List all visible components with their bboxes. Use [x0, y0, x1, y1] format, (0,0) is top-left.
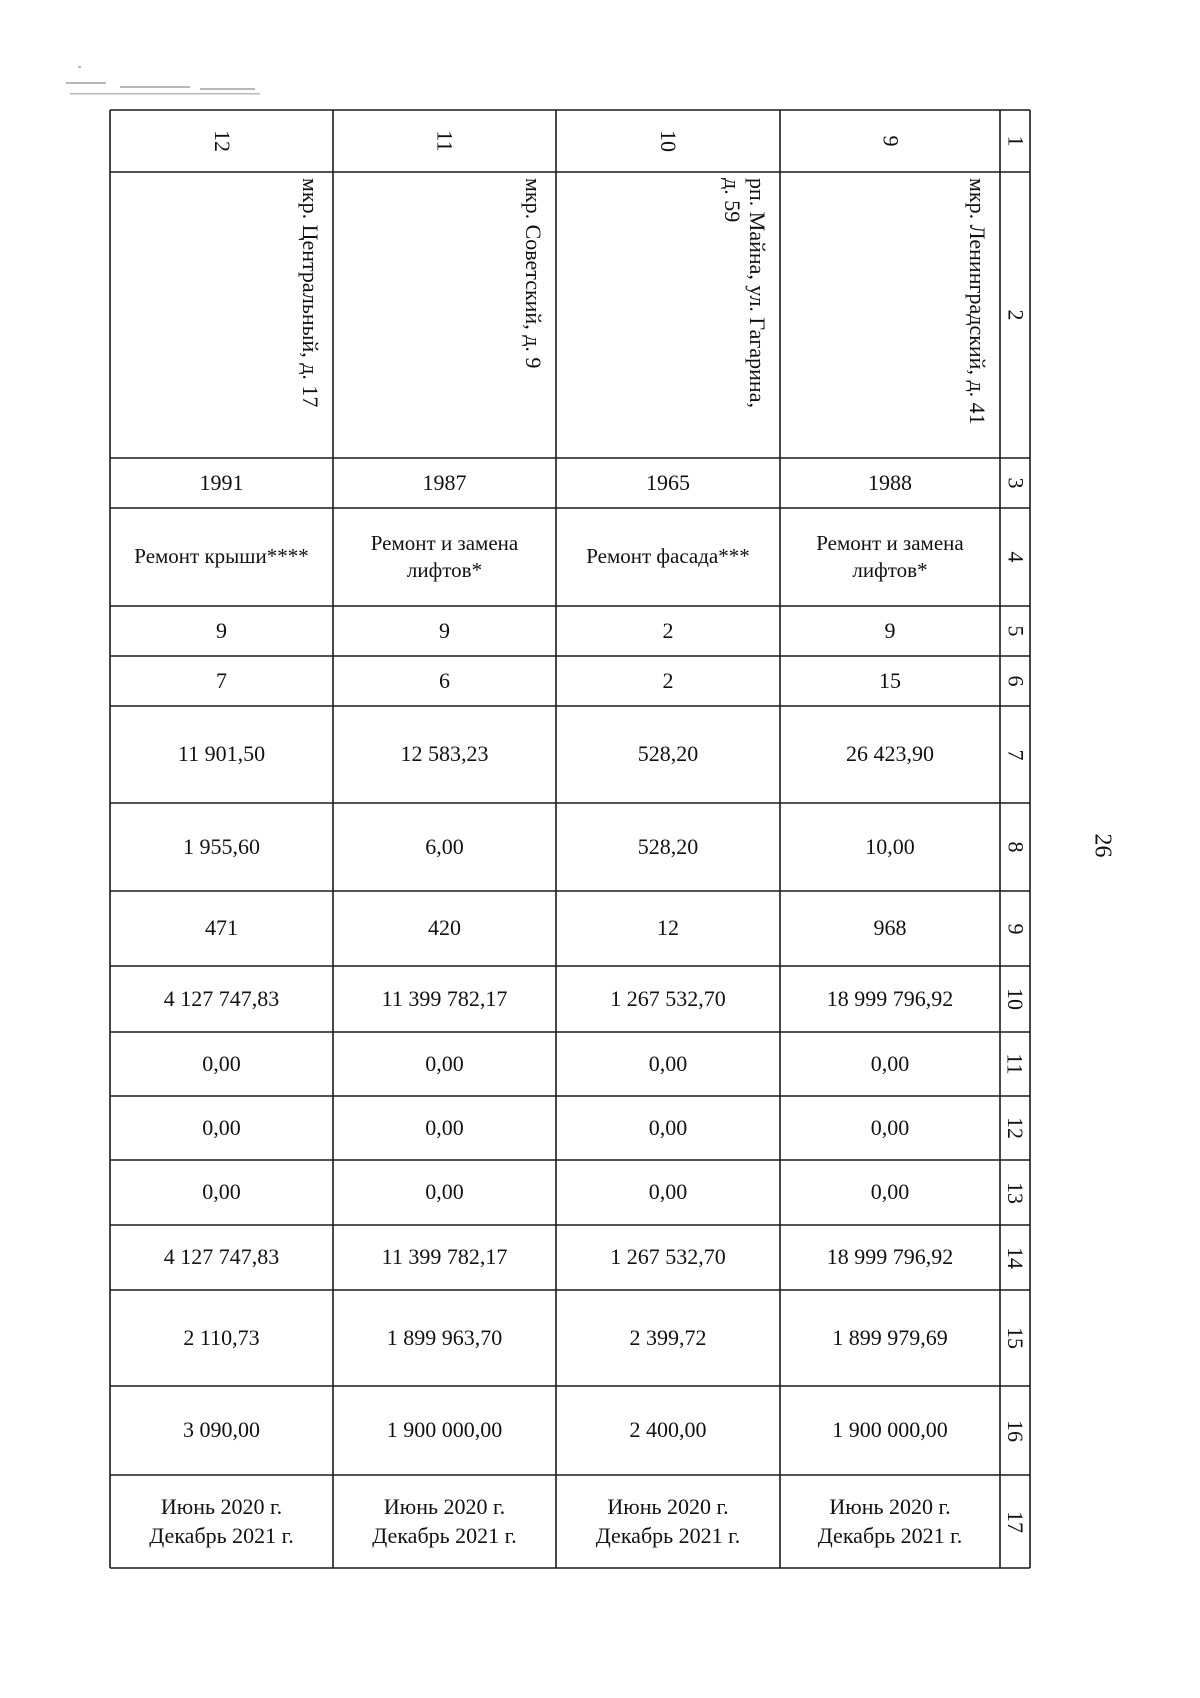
value-cell: 528,20 — [637, 741, 699, 767]
address-text: мкр. Советский, д. 9 — [521, 178, 546, 369]
column-number-label: 14 — [1003, 1246, 1028, 1269]
value-cell: 0,00 — [648, 1179, 688, 1205]
column-number-label: 1 — [1003, 135, 1028, 147]
work-type-cell: Ремонт и замена лифтов* — [816, 530, 964, 582]
value-cell: 528,20 — [637, 833, 699, 859]
column-number — [1000, 966, 1030, 1032]
page-number: 26 — [1089, 833, 1116, 858]
row-number — [780, 110, 1000, 172]
column-number — [1000, 1096, 1030, 1160]
value-cell: 11 399 782,17 — [381, 985, 508, 1011]
column-number-label: 13 — [1003, 1181, 1028, 1204]
year-cell: 1987 — [422, 469, 467, 495]
column-number-label: 3 — [1003, 477, 1028, 489]
column-number-label: 16 — [1003, 1419, 1028, 1442]
value-cell: 1 267 532,70 — [610, 1244, 726, 1270]
address-text: мкр. Центральный, д. 17 — [298, 178, 323, 408]
column-number-label: 4 — [1003, 551, 1028, 563]
column-number — [1000, 1225, 1030, 1290]
column-number — [1000, 458, 1030, 508]
value-cell: 11 901,50 — [177, 741, 266, 767]
value-cell: 471 — [205, 915, 238, 941]
value-cell: 2 110,73 — [183, 1324, 260, 1350]
column-number — [1000, 606, 1030, 656]
column-number-label: 6 — [1003, 675, 1028, 687]
row-number-label: 10 — [656, 130, 681, 152]
column-number — [1000, 1032, 1030, 1096]
column-number-label: 7 — [1003, 749, 1028, 760]
year-cell: 1965 — [646, 469, 690, 495]
row-number-label: 12 — [209, 130, 235, 152]
value-cell: 0,00 — [425, 1050, 464, 1076]
column-number-label: 12 — [1003, 1117, 1028, 1139]
column-number — [1000, 1160, 1030, 1225]
row-number-label: 9 — [878, 135, 903, 147]
value-cell: 15 — [879, 667, 901, 693]
column-number-label: 11 — [1003, 1053, 1028, 1075]
work-type-cell: Ремонт крыши**** — [134, 544, 309, 569]
value-cell: 9 — [216, 617, 227, 643]
value-cell: 18 999 796,92 — [826, 1244, 954, 1270]
period-cell: Июнь 2020 г. Декабрь 2021 г. — [372, 1493, 517, 1548]
value-cell: 18 999 796,92 — [826, 985, 954, 1011]
value-cell: 0,00 — [202, 1179, 241, 1205]
value-cell: 0,00 — [202, 1114, 241, 1140]
work-type-cell: Ремонт фасада*** — [586, 544, 750, 569]
value-cell: 12 583,23 — [400, 741, 489, 767]
column-number-label: 5 — [1003, 625, 1028, 637]
column-number-label: 2 — [1003, 309, 1028, 321]
column-number-label: 15 — [1003, 1327, 1028, 1349]
value-cell: 0,00 — [870, 1179, 910, 1205]
value-cell: 1 900 000,00 — [832, 1417, 948, 1443]
column-number — [1000, 110, 1030, 172]
column-number — [1000, 508, 1030, 606]
value-cell: 6,00 — [425, 833, 464, 859]
value-cell: 26 423,90 — [846, 741, 934, 767]
row-number — [333, 110, 556, 172]
column-number — [1000, 1290, 1030, 1386]
row-number — [556, 110, 780, 172]
value-cell: 3 090,00 — [183, 1417, 260, 1443]
period-cell: Июнь 2020 г. Декабрь 2021 г. — [149, 1493, 294, 1548]
value-cell: 968 — [873, 915, 907, 941]
value-cell: 1 900 000,00 — [386, 1417, 503, 1443]
value-cell: 420 — [428, 915, 461, 941]
value-cell: 0,00 — [870, 1050, 910, 1076]
column-number-label: 17 — [1003, 1510, 1028, 1533]
column-number-label: 8 — [1003, 841, 1028, 853]
value-cell: 6 — [439, 667, 450, 693]
address-cell — [556, 172, 780, 458]
address-text: рп. Майна, ул. Гагарина, д. 59 — [719, 178, 770, 408]
value-cell: 9 — [439, 617, 450, 643]
address-text: мкр. Ленинградский, д. 41 — [965, 178, 990, 425]
row-number — [110, 110, 333, 172]
column-number — [1000, 706, 1030, 803]
value-cell: 0,00 — [648, 1114, 688, 1140]
column-number — [1000, 803, 1030, 891]
value-cell: 1 899 963,70 — [386, 1324, 503, 1350]
column-number — [1000, 1386, 1030, 1475]
value-cell: 0,00 — [648, 1050, 688, 1076]
value-cell: 0,00 — [870, 1114, 910, 1140]
value-cell: 2 — [662, 667, 674, 693]
column-number-label: 10 — [1003, 988, 1028, 1010]
column-number — [1000, 172, 1030, 458]
value-cell: 4 127 747,83 — [163, 985, 280, 1011]
value-cell: 2 399,72 — [629, 1324, 707, 1350]
period-cell: Июнь 2020 г. Декабрь 2021 г. — [595, 1493, 741, 1548]
address-cell — [333, 172, 556, 458]
column-number-label: 9 — [1003, 923, 1028, 934]
value-cell: 7 — [216, 667, 227, 693]
value-cell: 0,00 — [425, 1179, 464, 1205]
value-cell: 9 — [884, 617, 896, 643]
value-cell: 1 267 532,70 — [610, 985, 726, 1011]
address-cell — [780, 172, 1000, 458]
column-number — [1000, 1475, 1030, 1568]
value-cell: 10,00 — [865, 833, 915, 859]
year-cell: 1991 — [199, 469, 244, 495]
period-cell: Июнь 2020 г. Декабрь 2021 г. — [817, 1493, 963, 1548]
value-cell: 2 400,00 — [629, 1417, 707, 1443]
row-number-label: 11 — [432, 130, 458, 152]
value-cell: 0,00 — [425, 1114, 464, 1140]
value-cell: 1 899 979,69 — [832, 1324, 948, 1350]
work-type-cell: Ремонт и замена лифтов* — [370, 530, 519, 582]
column-number — [1000, 891, 1030, 966]
column-number — [1000, 656, 1030, 706]
value-cell: 1 955,60 — [183, 833, 260, 859]
value-cell: 0,00 — [202, 1050, 241, 1076]
year-cell: 1988 — [868, 469, 912, 495]
value-cell: 11 399 782,17 — [381, 1244, 508, 1270]
value-cell: 2 — [662, 617, 674, 643]
value-cell: 12 — [657, 915, 679, 941]
address-cell — [110, 172, 333, 458]
value-cell: 4 127 747,83 — [163, 1244, 280, 1270]
